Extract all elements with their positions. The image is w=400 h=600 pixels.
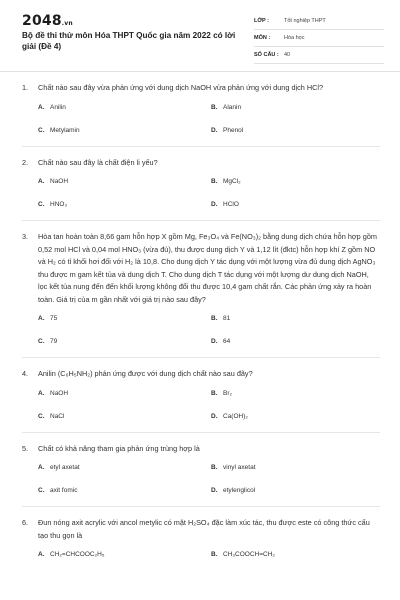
option-letter: B. [211, 464, 218, 471]
option-text: Anilin [50, 103, 66, 111]
option-b[interactable] [211, 177, 381, 186]
divider [22, 432, 380, 433]
logo-text: 2048 [22, 13, 62, 29]
option-letter: D. [211, 338, 218, 345]
question-text [22, 82, 380, 95]
document-header [0, 0, 400, 72]
option-text: Ca(OH)₂ [223, 412, 248, 420]
question-body: Chất nào sau đây là chất điện li yếu? [38, 157, 158, 167]
option-text: NaCl [50, 412, 65, 420]
option-letter: A. [38, 464, 45, 471]
option-letter: A. [38, 103, 45, 111]
option-c[interactable] [38, 337, 211, 346]
question-body: Đun nóng axit acrylic với ancol metylic có mặt H₂SO₄ đặc làm xúc tác, thu được este có công thức cấu tạo thu gọn là [38, 518, 370, 540]
option-letter: A. [38, 551, 45, 558]
option-a[interactable] [38, 177, 211, 186]
option-b[interactable] [211, 389, 381, 398]
option-a[interactable] [38, 103, 211, 112]
divider [22, 506, 380, 507]
option-c[interactable] [38, 200, 211, 209]
answer-options [38, 314, 380, 346]
divider [22, 220, 380, 221]
question-text [22, 368, 380, 381]
question-text [22, 517, 380, 542]
option-a[interactable] [38, 314, 211, 323]
option-letter: B. [211, 178, 218, 185]
meta-row-subject [254, 30, 384, 47]
option-a[interactable] [38, 463, 211, 472]
question-text [22, 157, 380, 170]
question-number: 2. [22, 157, 29, 167]
option-c[interactable] [38, 486, 211, 495]
option-text: axit fomic [50, 487, 78, 494]
option-text: Br₂ [223, 389, 233, 397]
site-logo[interactable] [22, 13, 73, 29]
option-d[interactable] [211, 200, 381, 209]
option-b[interactable] [211, 103, 381, 112]
option-text: NaOH [50, 389, 69, 397]
option-letter: D. [211, 487, 218, 494]
question-number: 4. [22, 369, 29, 378]
option-text: 75 [50, 315, 58, 322]
question-1 [0, 82, 400, 147]
option-letter: C. [38, 201, 45, 208]
option-letter: D. [211, 126, 218, 134]
meta-value-class: Tốt nghiệp THPT [284, 18, 326, 24]
question-list [0, 82, 400, 559]
question-number: 1. [22, 83, 29, 92]
question-body: Hòa tan hoàn toàn 8,66 gam hỗn hợp X gồm Mg, Fe₃O₄ và Fe(NO₃)₂ bằng dung dịch chứa hỗn hợp gồm 0,52 mol HCl và 0,04 mol HNO₃ (vừa đủ), thu được dung dịch Y và 1,12 lít (đktc) hỗn hợp khí Z gồm NO và H₂ có tỉ khối hơi đối với H₂ là 10,8. Cho dung dịch Y tác dụng với một lượng vừa đủ dung dịch AgNO₃ thu được m gam kết tủa và dung dịch T. Cho dung dịch T tác dụng với một lượng dư dung dịch NaOH, lọc kết tủa nung đến đến khối lượng không đổi thu được 10,4 gam chất rắn. Các phản ứng xảy ra hoàn toàn. Giá trị của m gần nhất với giá trị nào sau đây? [38, 232, 377, 304]
option-text: etyl axetat [50, 464, 80, 471]
question-5 [0, 443, 400, 508]
meta-label-question-count: SỐ CÂU : [254, 52, 279, 58]
answer-options [38, 389, 380, 421]
question-number: 6. [22, 518, 29, 527]
option-text: HClO [223, 201, 239, 208]
option-b[interactable] [211, 550, 381, 559]
option-b[interactable] [211, 463, 381, 472]
option-text: HNO₃ [50, 201, 68, 208]
question-body: Chất có khả năng tham gia phản ứng trùng hợp là [38, 443, 200, 453]
option-a[interactable] [38, 550, 211, 559]
option-letter: A. [38, 389, 45, 397]
meta-value-question-count: 40 [284, 52, 291, 58]
question-2 [0, 157, 400, 222]
option-letter: D. [211, 412, 218, 420]
option-letter: B. [211, 389, 218, 397]
option-d[interactable] [211, 337, 381, 346]
option-text: NaOH [50, 178, 69, 185]
option-letter: C. [38, 487, 45, 494]
option-text: 81 [223, 315, 231, 322]
meta-row-question-count [254, 47, 384, 64]
question-6 [0, 517, 400, 559]
question-body: Anilin (C₆H₅NH₂) phản ứng được với dung dịch chất nào sau đây? [38, 369, 253, 378]
answer-options [38, 550, 380, 559]
question-text [22, 231, 380, 306]
answer-options [38, 177, 380, 209]
question-body: Chất nào sau đây vừa phản ứng với dung dịch NaOH vừa phản ứng với dung dịch HCl? [38, 83, 324, 92]
option-b[interactable] [211, 314, 381, 323]
option-text: Metylamin [50, 126, 80, 134]
option-a[interactable] [38, 389, 211, 398]
option-letter: B. [211, 551, 218, 558]
option-letter: C. [38, 412, 45, 420]
option-text: CH₂=CHCOOC₂H₅ [50, 551, 105, 558]
option-letter: B. [211, 103, 218, 111]
option-letter: D. [211, 201, 218, 208]
divider [22, 357, 380, 358]
question-number: 5. [22, 443, 29, 453]
option-text: MgCl₂ [223, 178, 241, 185]
option-c[interactable] [38, 412, 211, 421]
question-text [22, 443, 380, 456]
question-3 [0, 231, 400, 358]
option-text: CH₃COOCH=CH₂ [223, 551, 275, 558]
option-letter: C. [38, 338, 45, 345]
meta-row-class [254, 13, 384, 30]
option-text: Alanin [223, 103, 242, 111]
exam-meta [254, 13, 384, 64]
answer-options [38, 103, 380, 135]
question-number: 3. [22, 232, 29, 241]
option-d[interactable] [211, 412, 381, 421]
option-text: vinyl axetat [223, 464, 256, 471]
document-title: Bộ đề thi thử môn Hóa THPT Quốc gia năm 2022 có lời giải (Đề 4) [22, 31, 236, 51]
answer-options [38, 463, 380, 495]
meta-label-subject: MÔN : [254, 35, 271, 41]
option-letter: A. [38, 315, 45, 322]
meta-label-class: LỚP : [254, 18, 269, 24]
option-text: 79 [50, 338, 58, 345]
option-letter: C. [38, 126, 45, 134]
option-text: 64 [223, 338, 231, 345]
option-letter: B. [211, 315, 218, 322]
option-d[interactable] [211, 126, 381, 135]
option-letter: A. [38, 178, 45, 185]
option-text: etylenglicol [223, 487, 256, 494]
option-d[interactable] [211, 486, 381, 495]
option-c[interactable] [38, 126, 211, 135]
question-4 [0, 368, 400, 433]
option-text: Phenol [223, 126, 244, 134]
logo-suffix: .vn [61, 20, 73, 27]
meta-value-subject: Hóa học [284, 35, 305, 41]
divider [22, 146, 380, 147]
